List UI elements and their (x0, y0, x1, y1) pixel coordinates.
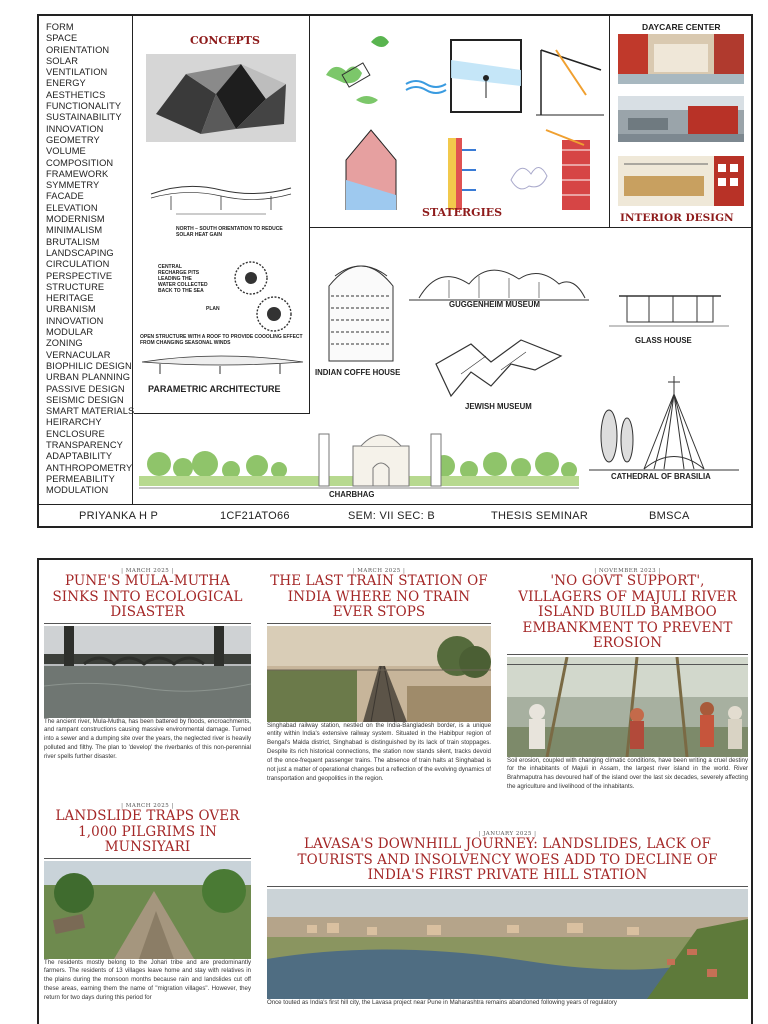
keyword-item: HEIRARCHY (46, 417, 102, 428)
coffee-house-label: INDIAN COFFE HOUSE (315, 368, 401, 377)
glass-house-sketch (609, 286, 729, 336)
article-last-train-station (267, 568, 491, 784)
keyword-item: GEOMETRY (46, 134, 100, 145)
strategies-panel (310, 16, 610, 228)
keyword-item: ADAPTABILITY (46, 451, 113, 462)
keyword-item: SYMMETRY (46, 180, 100, 191)
keyword-item: MINIMALISM (46, 225, 103, 236)
keyword-item: VERNACULAR (46, 349, 111, 360)
keyword-item: STRUCTURE (46, 281, 105, 292)
keyword-item: SPACE (46, 33, 78, 44)
keyword-item: PERMEABILITY (46, 473, 115, 484)
keyword-item: SMART MATERIALS (46, 406, 135, 417)
semester-section: SEM: VII SEC: B (348, 510, 436, 522)
article-majuli-embankment (507, 568, 748, 792)
keyword-item: SOLAR (46, 55, 79, 66)
article-headline: LAVASA'S DOWNHILL JOURNEY: LANDSLIDES, LACK OF TOURISTS AND INSOLVENCY WOES ADD TO DECLINE OF INDIA'S FIRST PRIVATE HILL STATION (297, 836, 718, 883)
glass-house-label: GLASS HOUSE (635, 336, 692, 345)
keyword-item: FACADE (46, 191, 84, 202)
bamboo-embankment-photo (507, 657, 748, 757)
keyword-item: URBANISM (46, 304, 96, 315)
keyword-item: ZONING (46, 338, 83, 349)
plan-label: PLAN (206, 306, 220, 312)
railway-station-photo (267, 626, 491, 722)
parametric-label: PARAMETRIC ARCHITECTURE (148, 384, 281, 394)
article-date: | MARCH 2025 | (121, 568, 174, 574)
solar-note: NORTH – SOUTH ORIENTATION TO REDUCE SOLAR HEAT GAIN (176, 226, 283, 238)
keyword-item: VOLUME (46, 146, 86, 157)
column-divider (507, 664, 748, 665)
article-headline: 'NO GOVT SUPPORT', VILLAGERS OF MAJULI RIVER ISLAND BUILD BAMBOO EMBANKMENT TO PREVENT EROSION (518, 573, 737, 651)
headline-rule (267, 886, 748, 887)
article-date: | JANUARY 2025 | (478, 831, 537, 837)
college-name: BMSCA (649, 510, 690, 522)
article-lavasa-decline (267, 831, 748, 1007)
recharge-note: CENTRAL RECHARGE PITS LEADING THE WATER COLLECTED BACK TO THE SEA (158, 264, 208, 294)
indian-coffee-house-sketch (321, 246, 401, 364)
keyword-item: ANTHROPOMETRY (46, 462, 133, 473)
keyword-item: CIRCULATION (46, 259, 110, 270)
brasilia-label: CATHEDRAL OF BRASILIA (611, 472, 711, 481)
interior-title: INTERIOR DESIGN (620, 212, 734, 224)
subject-name: THESIS SEMINAR (491, 510, 589, 522)
article-date: | NOVEMBER 2023 | (594, 568, 661, 574)
lavasa-hill-city-photo (267, 889, 748, 999)
keyword-item: SEISMIC DESIGN (46, 394, 124, 405)
concepts-panel (134, 16, 310, 414)
keyword-item: PERSPECTIVE (46, 270, 113, 281)
article-date: | MARCH 2025 | (352, 568, 406, 574)
article-headline: LANDSLIDE TRAPS OVER 1,000 PILGRIMS IN MUNSIYARI (55, 808, 240, 855)
keyword-item: BRUTALISM (46, 236, 100, 247)
article-munsiyari-landslide (44, 803, 251, 1003)
parametric-canopy-sketch (146, 176, 296, 216)
roof-structure-sketch (140, 350, 305, 376)
roof-note: OPEN STRUCTURE WITH A ROOF TO PROVIDE COOOLING EFFECT FROM CHANGING SEASONAL WINDS (140, 334, 303, 346)
plan-sketch (229, 256, 299, 336)
interior-render-3 (618, 156, 744, 206)
keyword-item: FRAMEWORK (46, 168, 109, 179)
keyword-item: VENTILATION (46, 67, 108, 78)
headline-rule (267, 623, 491, 624)
keyword-item: COMPOSITION (46, 157, 114, 168)
article-body: Once touted as India's first hill city, the Lavasa project near Pune in Maharashtra remains abandoned following years of regulatory (267, 998, 617, 1006)
keyword-item: ORIENTATION (46, 44, 110, 55)
keyword-item: HERITAGE (46, 293, 94, 304)
interior-render-1 (618, 34, 744, 84)
keyword-item: URBAN PLANNING (46, 372, 131, 383)
thesis-sheet (37, 14, 753, 528)
keyword-list (39, 16, 133, 504)
article-body: Singhabad railway station, nestled on the India-Bangladesh border, is a unique entity within India's extensive railway system. Situated in the Habibpur region of Bengal's Malda district, Singhabad is distinguished by its lack of train stoppages. Despite its rich historical connections, the station now stands silent, tracks devoid of the once-frequent passenger trains. The absence of train halts at Singhabad is not just a matter of operational changes but a reflection of the evolving dynamics of transportation and geopolitics in the region. (267, 721, 491, 782)
sheet-footer (39, 504, 751, 526)
guggenheim-sketch (409, 254, 589, 304)
keyword-item: TRANSPARENCY (46, 439, 123, 450)
concepts-title: CONCEPTS (190, 34, 260, 47)
daycare-title: DAYCARE CENTER (642, 22, 721, 32)
charbhag-elevation (139, 424, 579, 490)
interior-panel (610, 16, 753, 228)
headline-rule (507, 654, 748, 655)
keyword-item: FORM (46, 22, 74, 32)
article-body: The residents mostly belong to the Johari tribe and are predominantly farmers. The residents of 13 villages leave home and stay with relatives in the plains during the monsoon months because rain and landslides cut off these areas, earning them the name of "migration villages". However, they return for two days during this period for (44, 958, 251, 1002)
keyword-item: LANDSCAPING (46, 247, 114, 258)
article-body: Soil erosion, coupled with changing climatic conditions, have been writing a cruel destiny for the inhabitants of Majuli in Assam, the largest river island in the world. River Brahmaputra has devoured half of the island over the last six decades, severely affecting the agriculture and livelihood of the inhabitants. (507, 756, 748, 791)
headline-rule (44, 623, 251, 624)
author-name: PRIYANKA H P (79, 510, 159, 522)
climate-strategy-sketches (316, 20, 606, 210)
keyword-item: AESTHETICS (46, 89, 106, 100)
article-headline: PUNE'S MULA-MUTHA SINKS INTO ECOLOGICAL DISASTER (52, 573, 243, 620)
keyword-item: MODULAR (46, 327, 94, 338)
keyword-item: INNOVATION (46, 315, 104, 326)
concept-model-image (146, 54, 296, 142)
keyword-item: SUSTAINABILITY (46, 112, 122, 123)
article-mula-mutha (44, 568, 251, 762)
guggenheim-label: GUGGENHEIM MUSEUM (449, 300, 540, 309)
keyword-item: FUNCTIONALITY (46, 101, 122, 112)
jewish-museum-label: JEWISH MUSEUM (465, 402, 532, 411)
charbhag-label: CHARBHAG (329, 490, 375, 499)
keyword-item: ENCLOSURE (46, 428, 105, 439)
headline-rule (44, 858, 251, 859)
keyword-item: BIOPHILIC DESIGN (46, 360, 132, 371)
jewish-museum-sketch (431, 334, 571, 406)
keyword-item: MODULATION (46, 485, 109, 496)
news-collage (37, 558, 753, 1024)
article-body: The ancient river, Mula-Mutha, has been battered by floods, encroachments, and rampant constructions causing massive environmental damage. Turned into a sewer and a dumping site over the years, the neglected river is heavily polluted and filthy. The plan to 'develop' the riverbanks of this non-perennial river spells further disaster. (44, 717, 251, 761)
article-date: | MARCH 2025 | (121, 803, 174, 809)
keyword-item: INNOVATION (46, 123, 104, 134)
article-headline: THE LAST TRAIN STATION OF INDIA WHERE NO TRAIN EVER STOPS (270, 573, 488, 620)
student-usn: 1CF21ATO66 (220, 510, 290, 522)
strategies-title: STATERGIES (422, 206, 503, 219)
keyword-item: PASSIVE DESIGN (46, 383, 125, 394)
keyword-item: ENERGY (46, 78, 86, 89)
landslide-photo (44, 861, 251, 959)
keyword-item: ELEVATION (46, 202, 98, 213)
interior-render-2 (618, 96, 744, 142)
keyword-item: MODERNISM (46, 214, 105, 225)
river-bridge-photo (44, 626, 251, 718)
cathedral-brasilia-sketch (589, 374, 739, 474)
